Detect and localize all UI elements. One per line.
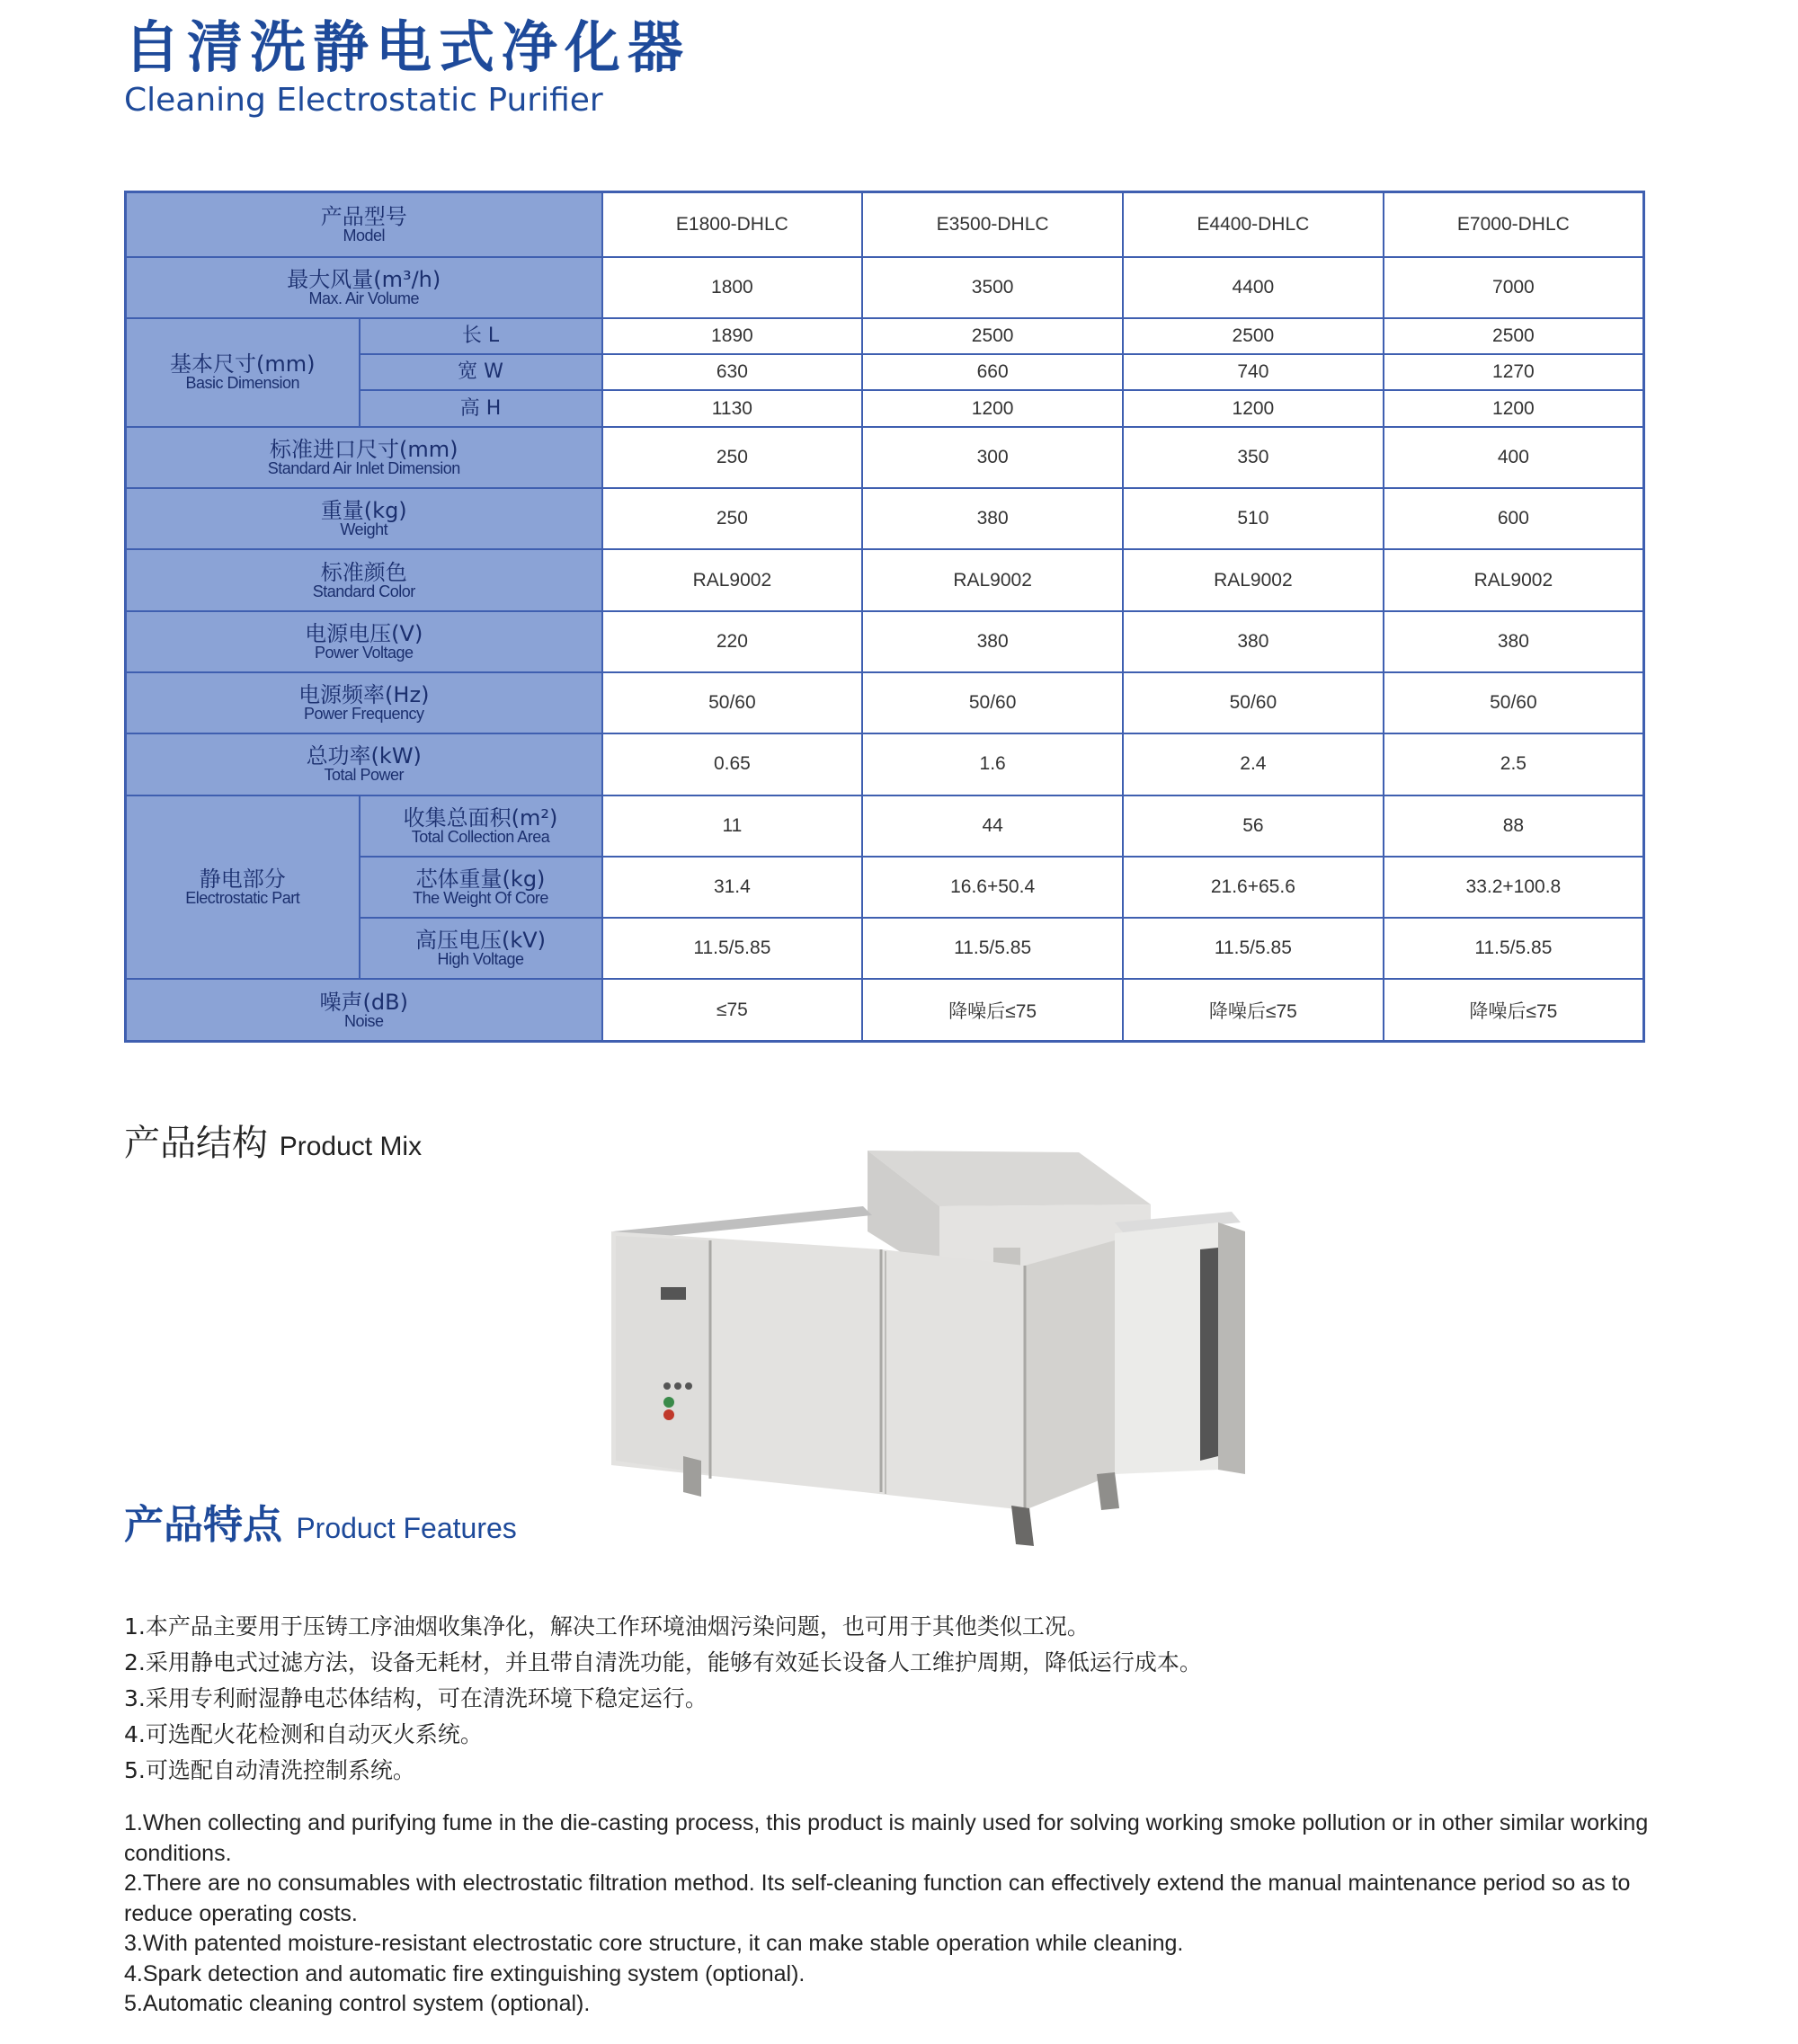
table-cell: 降噪后≤75 — [1123, 979, 1384, 1041]
table-cell: 11.5/5.85 — [862, 918, 1123, 979]
list-item: 1.When collecting and purifying fume in the die-casting process, this product is mainly used for solving working smoke pollution or in other similar working conditions. — [124, 1810, 1649, 1866]
table-cell: 660 — [862, 354, 1123, 390]
table-cell: 600 — [1384, 488, 1644, 549]
table-cell: 380 — [1384, 611, 1644, 672]
table-cell: E4400-DHLC — [1123, 192, 1384, 257]
sub-label: 高 H — [360, 390, 602, 426]
table-cell: 4400 — [1123, 257, 1384, 318]
table-cell: 2500 — [862, 318, 1123, 354]
sub-label: 长 L — [360, 318, 602, 354]
table-cell: 630 — [602, 354, 863, 390]
row-label: 标准颜色 Standard Color — [126, 549, 602, 610]
table-cell: 2500 — [1384, 318, 1644, 354]
page-subtitle: Cleaning Electrostatic Purifier — [124, 82, 603, 119]
row-label: 电源频率(Hz) Power Frequency — [126, 672, 602, 733]
list-item: 2.There are no consumables with electrostatic filtration method. Its self-cleaning function can effectively extend the manual maintenance period so as to reduce operating costs. — [124, 1871, 1631, 1926]
row-label: 基本尺寸(mm) Basic Dimension — [126, 318, 360, 427]
table-row — [126, 549, 1644, 610]
table-cell: 2.4 — [1123, 733, 1384, 795]
purifier-product-image — [611, 1151, 1384, 1546]
table-cell: RAL9002 — [1123, 549, 1384, 610]
table-cell: 3500 — [862, 257, 1123, 318]
table-row — [126, 611, 1644, 672]
table-row — [126, 672, 1644, 733]
sub-label: 高压电压(kV) High Voltage — [360, 918, 602, 979]
list-item: 4.Spark detection and automatic fire extinguishing system (optional). — [124, 1960, 806, 1986]
list-item: 3.With patented moisture-resistant electrostatic core structure, it can make stable operation while cleaning. — [124, 1931, 1184, 1956]
table-cell: 1200 — [1123, 390, 1384, 426]
table-cell: 1800 — [602, 257, 863, 318]
table-cell: 50/60 — [862, 672, 1123, 733]
table-cell: 1130 — [602, 390, 863, 426]
table-cell: 300 — [862, 427, 1123, 488]
features-title-en: Product Features — [296, 1512, 517, 1544]
list-item: 5.可选配自动清洗控制系统。 — [124, 1757, 415, 1783]
table-cell: 1200 — [862, 390, 1123, 426]
row-label: 重量(kg) Weight — [126, 488, 602, 549]
table-cell: E1800-DHLC — [602, 192, 863, 257]
table-cell: 44 — [862, 795, 1123, 857]
row-label: 产品型号 Model — [126, 192, 602, 257]
sub-label: 芯体重量(kg) The Weight Of Core — [360, 857, 602, 918]
table-cell: 1270 — [1384, 354, 1644, 390]
table-cell: 350 — [1123, 427, 1384, 488]
table-cell: 33.2+100.8 — [1384, 857, 1644, 918]
list-item: 3.采用专利耐湿静电芯体结构，可在清洗环境下稳定运行。 — [124, 1685, 708, 1711]
table-row — [126, 733, 1644, 795]
table-cell: 400 — [1384, 427, 1644, 488]
row-label: 总功率(kW) Total Power — [126, 733, 602, 795]
table-cell: 380 — [1123, 611, 1384, 672]
table-cell: 250 — [602, 488, 863, 549]
spec-table — [124, 191, 1645, 1043]
table-cell: 1.6 — [862, 733, 1123, 795]
product-mix-title — [124, 1123, 423, 1164]
list-item: 4.可选配火花检测和自动灭火系统。 — [124, 1721, 483, 1747]
table-cell: 11 — [602, 795, 863, 857]
table-cell: RAL9002 — [1384, 549, 1644, 610]
features-list-cn — [124, 1609, 1688, 1789]
product-mix-title-en: Product Mix — [279, 1132, 423, 1161]
table-cell: 16.6+50.4 — [862, 857, 1123, 918]
row-label: 噪声(dB) Noise — [126, 979, 602, 1041]
list-item: 2.采用静电式过滤方法，设备无耗材，并且带自清洗功能，能够有效延长设备人工维护周期，降低运行成本。 — [124, 1649, 1202, 1675]
table-cell: 380 — [862, 611, 1123, 672]
table-row — [126, 318, 1644, 354]
table-cell: 510 — [1123, 488, 1384, 549]
table-cell: RAL9002 — [862, 549, 1123, 610]
table-cell: ≤75 — [602, 979, 863, 1041]
table-row — [126, 192, 1644, 257]
table-cell: 21.6+65.6 — [1123, 857, 1384, 918]
product-mix-title-cn: 产品结构 — [124, 1123, 268, 1164]
features-list-en — [124, 1808, 1652, 2020]
features-title — [124, 1502, 517, 1548]
page-title: 自清洗静电式净化器 — [124, 14, 691, 80]
start-button-icon — [663, 1397, 674, 1408]
table-cell: 31.4 — [602, 857, 863, 918]
table-cell: 50/60 — [1123, 672, 1384, 733]
row-label: 电源电压(V) Power Voltage — [126, 611, 602, 672]
sub-label: 收集总面积(m²) Total Collection Area — [360, 795, 602, 857]
table-cell: 降噪后≤75 — [1384, 979, 1644, 1041]
row-label: 最大风量(m³/h) Max. Air Volume — [126, 257, 602, 318]
stop-button-icon — [663, 1409, 674, 1420]
table-row — [126, 979, 1644, 1041]
table-row — [126, 488, 1644, 549]
list-item: 5.Automatic cleaning control system (optional). — [124, 1991, 591, 2016]
row-label: 静电部分 Electrostatic Part — [126, 795, 360, 980]
table-cell: E3500-DHLC — [862, 192, 1123, 257]
table-cell: 220 — [602, 611, 863, 672]
table-cell: 88 — [1384, 795, 1644, 857]
table-cell: 0.65 — [602, 733, 863, 795]
table-cell: 50/60 — [602, 672, 863, 733]
table-cell: 380 — [862, 488, 1123, 549]
table-cell: 11.5/5.85 — [1384, 918, 1644, 979]
table-cell: RAL9002 — [602, 549, 863, 610]
table-cell: 50/60 — [1384, 672, 1644, 733]
table-cell: 11.5/5.85 — [1123, 918, 1384, 979]
table-cell: 250 — [602, 427, 863, 488]
table-cell: 2.5 — [1384, 733, 1644, 795]
table-cell: 11.5/5.85 — [602, 918, 863, 979]
table-cell: 2500 — [1123, 318, 1384, 354]
row-label: 标准进口尺寸(mm) Standard Air Inlet Dimension — [126, 427, 602, 488]
features-title-cn: 产品特点 — [124, 1502, 282, 1548]
table-cell: 7000 — [1384, 257, 1644, 318]
list-item: 1.本产品主要用于压铸工序油烟收集净化，解决工作环境油烟污染问题，也可用于其他类似工况。 — [124, 1613, 1090, 1640]
table-cell: 1890 — [602, 318, 863, 354]
table-cell: 降噪后≤75 — [862, 979, 1123, 1041]
sub-label: 宽 W — [360, 354, 602, 390]
display-panel — [661, 1287, 686, 1300]
table-cell: 56 — [1123, 795, 1384, 857]
table-cell: 1200 — [1384, 390, 1644, 426]
table-cell: E7000-DHLC — [1384, 192, 1644, 257]
table-row — [126, 257, 1644, 318]
table-row — [126, 795, 1644, 857]
table-cell: 740 — [1123, 354, 1384, 390]
table-row — [126, 427, 1644, 488]
